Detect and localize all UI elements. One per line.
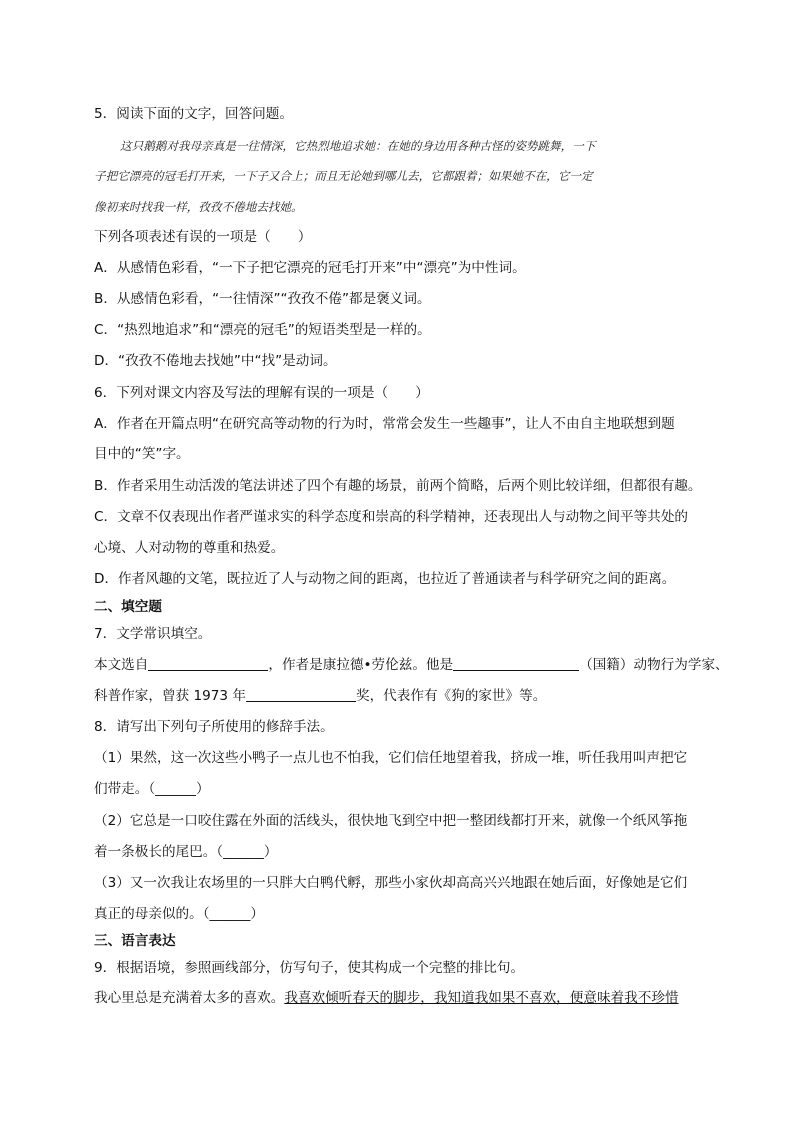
q5-passage-line: 子把它漂亮的冠毛打开来，一下子又合上；而且无论她到哪儿去，它都跟着；如果她不在，它一定	[94, 169, 593, 183]
q8-line: 真正的母亲似的。（______）	[94, 906, 264, 922]
q5-question: 下列各项表述有误的一项是（ ）	[94, 229, 312, 245]
q8-stem: 8．请写出下列句子所使用的修辞手法。	[94, 719, 334, 735]
answer-blank[interactable]	[453, 656, 579, 671]
q6-stem: 6．下列对课文内容及写法的理解有误的一项是（ ）	[94, 385, 429, 401]
q9-stem: 9．根据语境，参照画线部分，仿写句子，使其构成一个完整的排比句。	[94, 960, 525, 976]
q8-line: 着一条极长的尾巴。（______）	[94, 844, 278, 860]
q6-line: 目中的“笑”字。	[94, 446, 190, 462]
q5-stem: 5．阅读下面的文字，回答问题。	[94, 106, 293, 122]
q7-text: 科普作家，曾获 1973 年	[94, 688, 246, 704]
q5-option-d: D．“孜孜不倦地去找她”中“找”是动词。	[94, 353, 337, 369]
q8-line: （3）又一次我让农场里的一只胖大白鸭代孵，那些小家伙却高高兴兴地跟在她后面，好像她是它们	[94, 875, 688, 891]
q7-text: （国籍）动物行为学家、	[579, 657, 729, 673]
q7-text: ，作者是康拉德•劳伦兹。他是	[268, 657, 454, 673]
q8-line: （2）它总是一口咬住露在外面的活线头，很快地飞到空中把一整团线都打开来，就像一个纸风筝拖	[94, 813, 688, 829]
section-heading-language: 三、语言表达	[94, 933, 176, 949]
q6-line: C．文章不仅表现出作者严谨求实的科学态度和崇高的科学精神，还表现出人与动物之间平等共处的	[94, 509, 689, 525]
q6-line: A．作者在开篇点明“在研究高等动物的行为时，常常会发生一些趣事”，让人不由自主地联想到题	[94, 416, 675, 432]
q9-underlined-text: 我喜欢倾听春天的脚步，我知道我如果不喜欢，便意味着我不珍惜	[284, 990, 679, 1006]
section-heading-fill-in: 二、填空题	[94, 599, 162, 615]
answer-blank[interactable]	[246, 687, 356, 702]
q9-plain-text: 我心里总是充满着太多的喜欢。	[94, 990, 285, 1006]
q7-stem: 7．文学常识填空。	[94, 626, 212, 642]
q5-option-a: A．从感情色彩看，“一下子把它漂亮的冠毛打开来”中“漂亮”为中性词。	[94, 260, 526, 276]
q7-text: 奖，代表作有《狗的家世》等。	[356, 688, 547, 704]
q5-passage-line: 这只鹅鹅对我母亲真是一往情深，它热烈地追求她：在她的身边用各种古怪的姿势跳舞，一下	[120, 139, 596, 153]
q6-line: D．作者风趣的文笔，既拉近了人与动物之间的距离，也拉近了普通读者与科学研究之间的距离。	[94, 571, 676, 587]
q7-line-2	[94, 686, 546, 706]
q6-line: 心境、人对动物的尊重和热爱。	[94, 540, 285, 556]
q8-line: 们带走。（______）	[94, 781, 210, 797]
q6-line: B．作者采用生动活泼的笔法讲述了四个有趣的场景，前两个简略，后两个则比较详细，但都很有趣。	[94, 478, 702, 494]
q5-option-c: C．“热烈地追求”和“漂亮的冠毛”的短语类型是一样的。	[94, 322, 431, 338]
q9-prompt-line	[94, 988, 679, 1008]
q7-line-1	[94, 655, 729, 675]
q7-text: 本文选自	[94, 657, 149, 673]
answer-blank[interactable]	[148, 656, 268, 671]
q5-option-b: B．从感情色彩看，“一往情深”“孜孜不倦”都是褒义词。	[94, 291, 431, 307]
q5-passage-line: 像初来时找我一样，孜孜不倦地去找她。	[94, 200, 303, 214]
q8-line: （1）果然，这一次这些小鸭子一点儿也不怕我，它们信任地望着我，挤成一堆，听任我用叫声把它	[94, 750, 688, 766]
